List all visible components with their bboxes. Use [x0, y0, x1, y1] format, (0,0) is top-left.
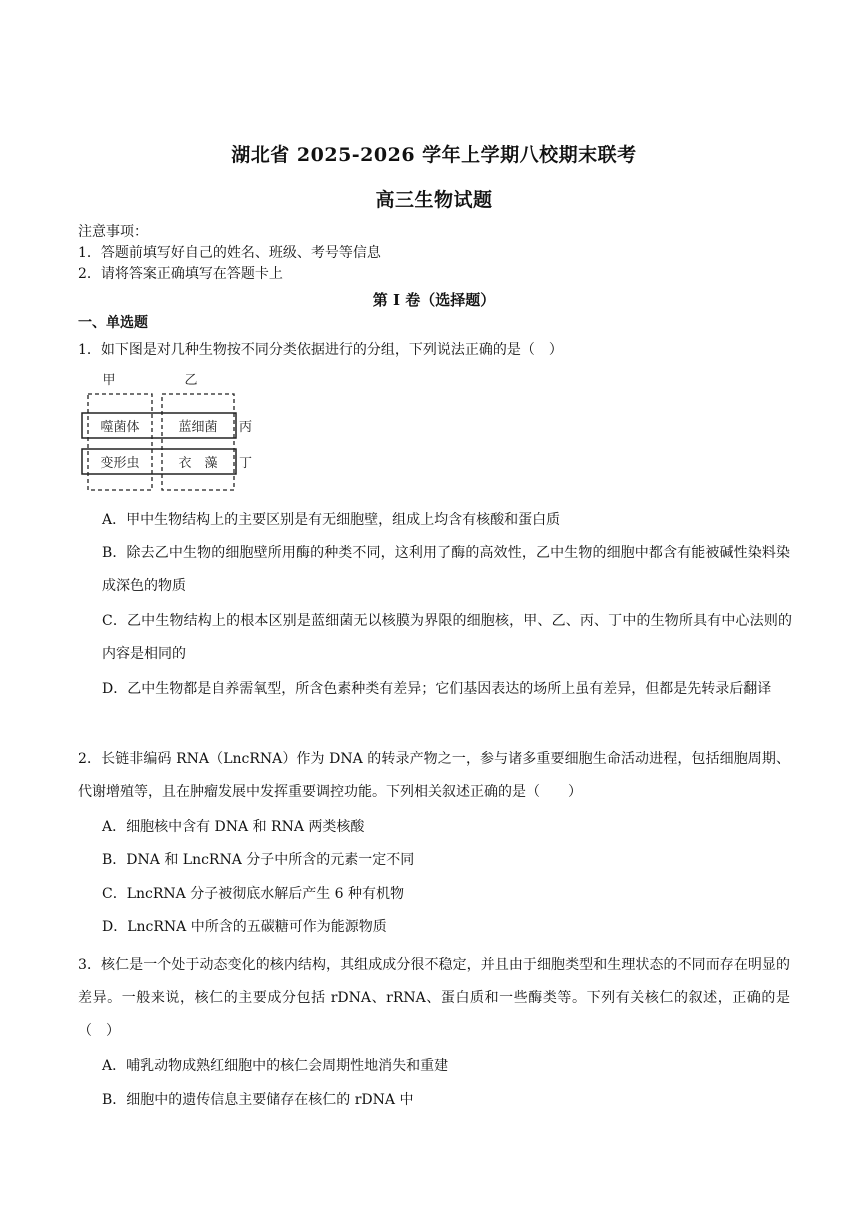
classification-diagram: [78, 370, 278, 494]
q1-option-d: D．乙中生物都是自养需氧型，所含色素种类有差异；它们基因表达的场所上虽有差异，但都是先转录后翻译: [102, 681, 772, 697]
q1-option-a: A．甲中生物结构上的主要区别是有无细胞壁，组成上均含有核酸和蛋白质: [102, 512, 561, 528]
group-jia-frame: [88, 394, 152, 490]
q3-option-b: B．细胞中的遗传信息主要储存在核仁的 rDNA 中: [102, 1092, 414, 1108]
q2-option-a: A．细胞核中含有 DNA 和 RNA 两类核酸: [102, 819, 365, 835]
notes-heading: 注意事项：: [78, 224, 148, 240]
q1-option-c: C．乙中生物结构上的根本区别是蓝细菌无以核膜为界限的细胞核，甲、乙、丙、丁中的生物所具有中心法则的内容是相同的: [102, 613, 792, 662]
label-jia: 甲: [102, 373, 116, 388]
label-yi: 乙: [184, 373, 198, 388]
q2-option-d: D．LncRNA 中所含的五碳糖可作为能源物质: [102, 919, 387, 935]
q1-option-b: B．除去乙中生物的细胞壁所用酶的种类不同，这利用了酶的高效性，乙中生物的细胞中都含有能被碱性染料染成深色的物质: [102, 545, 790, 594]
note-item: 2．请将答案正确填写在答题卡上: [78, 266, 283, 282]
q2-option-c: C．LncRNA 分子被彻底水解后产生 6 种有机物: [102, 886, 405, 902]
note-item: 1．答题前填写好自己的姓名、班级、考号等信息: [78, 245, 381, 261]
part-title: 一、单选题: [78, 315, 148, 331]
question-3-stem: 3．核仁是一个处于动态变化的核内结构，其组成成分很不稳定，并且由于细胞类型和生理状态的不同而存在明显的差异。一般来说，核仁的主要成分包括 rDNA、rRNA、蛋白质和一些酶类等。下列有关核仁的叙述，正确的是（ ）: [78, 957, 790, 1039]
question-2-stem: 2．长链非编码 RNA（LncRNA）作为 DNA 的转录产物之一，参与诸多重要细胞生命活动进程，包括细胞周期、代谢增殖等，且在肿瘤发展中发挥重要调控功能。下列相关叙述正确的是（ ）: [78, 751, 790, 800]
label-bing: 丙: [239, 420, 253, 435]
cell-chlamydomonas: 衣 藻: [178, 456, 218, 471]
cell-amoeba: 变形虫: [100, 456, 140, 471]
volume-title: 第 I 卷（选择题）: [372, 291, 496, 309]
q3-option-a: A．哺乳动物成熟红细胞中的核仁会周期性地消失和重建: [102, 1058, 449, 1074]
q2-option-b: B．DNA 和 LncRNA 分子中所含的元素一定不同: [102, 852, 415, 868]
question-1-stem: 1．如下图是对几种生物按不同分类依据进行的分组，下列说法正确的是（ ）: [78, 342, 563, 358]
label-ding: 丁: [239, 456, 253, 471]
cell-phage: 噬菌体: [100, 420, 140, 435]
group-yi-frame: [162, 394, 234, 490]
exam-title: 湖北省 2025-2026 学年上学期八校期末联考: [231, 144, 637, 166]
cell-cyanobacteria: 蓝细菌: [178, 420, 218, 435]
exam-subtitle: 高三生物试题: [375, 189, 493, 211]
